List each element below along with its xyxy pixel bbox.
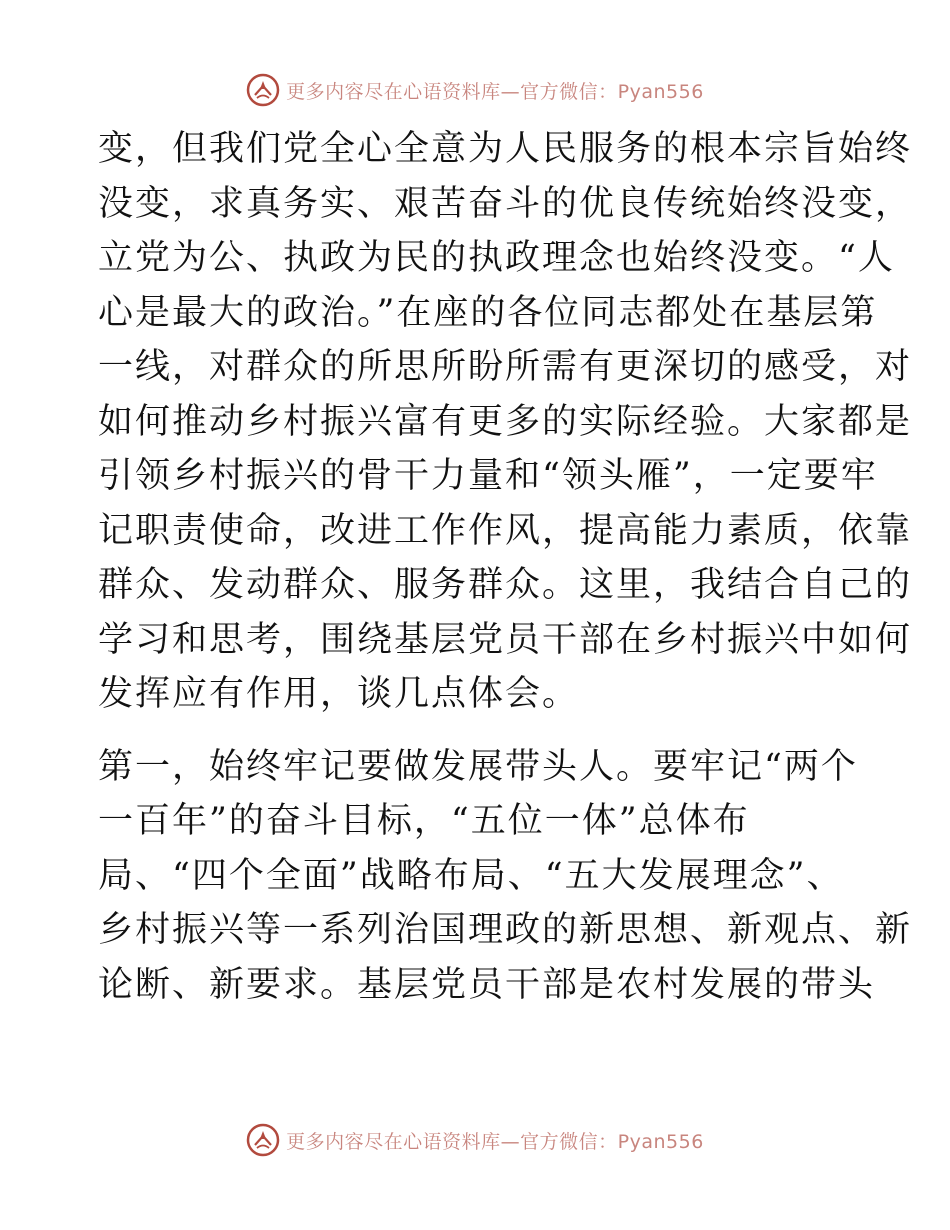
text-line: 论断、新要求。基层党员干部是农村发展的带头	[98, 964, 876, 1005]
text-line: 发挥应有作用，谈几点体会。	[98, 674, 580, 714]
text-line: 没变，求真务实、艰苦奋斗的优良传统始终没变，	[98, 183, 913, 224]
text-line: 如何推动乡村振兴富有更多的实际经验。大家都是	[98, 401, 913, 442]
footer-watermark-text: 更多内容尽在心语资料库—官方微信：Pyan556	[286, 1130, 704, 1153]
text-line: 第一，始终牢记要做发展带头人。要牢记“两个	[98, 746, 858, 787]
text-line: 一百年”的奋斗目标，“五位一体”总体布	[98, 801, 750, 841]
text-line: 立党为公、执政为民的执政理念也始终没变。“人	[98, 238, 895, 278]
text-line: 记职责使命，改进工作作风，提高能力素质，依靠	[98, 510, 913, 551]
header-watermark-text: 更多内容尽在心语资料库—官方微信：Pyan556	[286, 80, 704, 103]
text-line: 心是最大的政治。”在座的各位同志都处在基层第	[98, 292, 878, 333]
document-body	[98, 122, 913, 1012]
text-line: 变，但我们党全心全意为人民服务的根本宗旨始终	[98, 129, 913, 169]
book-pen-logo-icon	[246, 73, 280, 107]
text-line: 局、“四个全面”战略布局、“五大发展理念”、	[98, 855, 844, 896]
text-line: 一线，对群众的所思所盼所需有更深切的感受，对	[98, 347, 913, 387]
paragraph-2	[98, 740, 913, 1013]
book-pen-logo-icon	[246, 1123, 280, 1157]
paragraph-1	[98, 122, 913, 722]
text-line: 学习和思考，围绕基层党员干部在乡村振兴中如何	[98, 619, 913, 660]
text-line: 引领乡村振兴的骨干力量和“领头雁”，一定要牢	[98, 456, 878, 496]
header-watermark	[0, 70, 950, 110]
text-line: 乡村振兴等一系列治国理政的新思想、新观点、新	[98, 910, 913, 950]
text-line: 群众、发动群众、服务群众。这里，我结合自己的	[98, 565, 913, 605]
footer-watermark	[0, 1120, 950, 1160]
